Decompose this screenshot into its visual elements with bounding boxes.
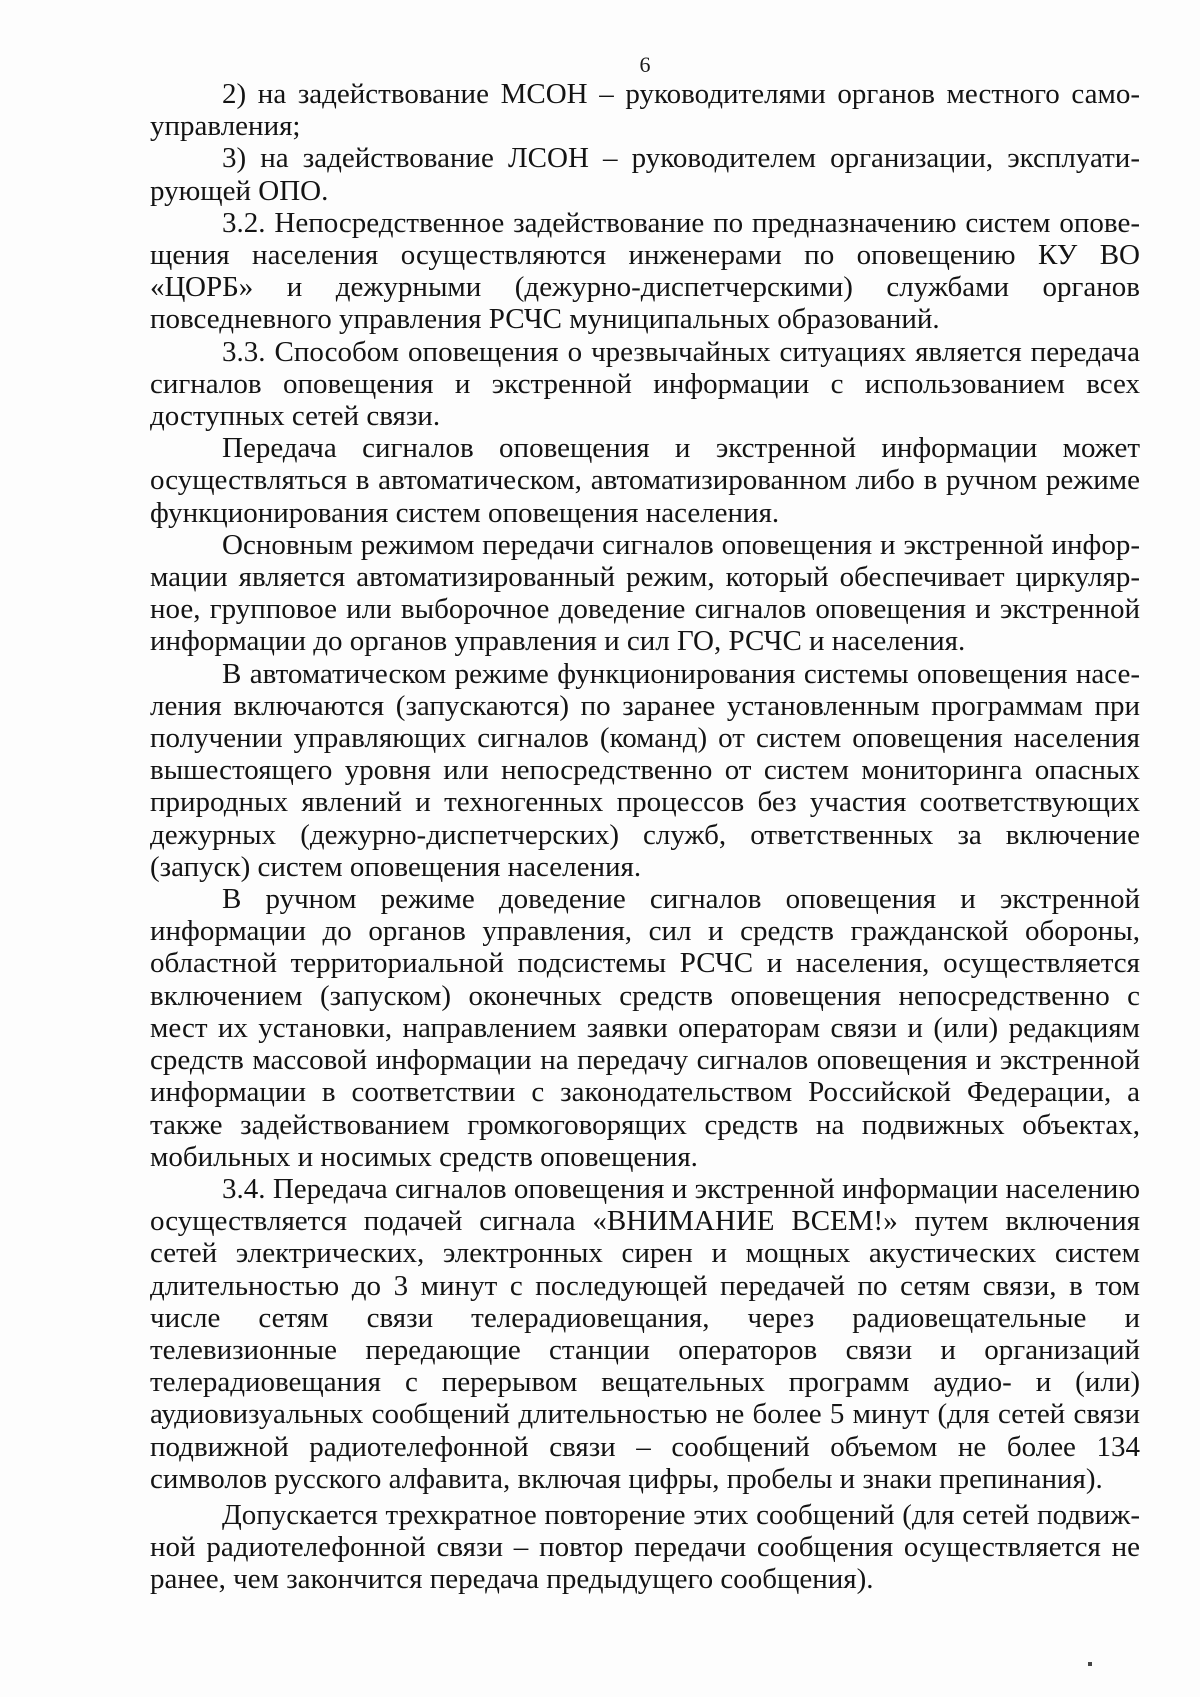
paragraph-automatic-mode: В автоматическом режиме функционирования системы оповещения населения включаются (запускаются) по заранее установленным программам при получении управляющих сигналов (команд) от систем оповещения населения вышестоящего уровня или непосредственно от систем мониторинга опасных природных явлений и техногенных процессов без участия соответствующих дежурных (дежурно-диспетчерских) служб, ответственных за включение (запуск) систем оповещения населения.: [150, 657, 1140, 883]
document-body: [150, 78, 1140, 1596]
paragraph-transmission-modes: Передача сигналов оповещения и экстренной информации может осуществляться в автоматическом, автоматизированном либо в ручном режиме функционирования систем оповещения населения.: [150, 432, 1140, 529]
paragraph-manual-mode: В ручном режиме доведение сигналов оповещения и экстренной информации до органов управления, сил и средств гражданской обороны, областной территориальной подсистемы РСЧС и населения, осуществляется включением (запуском) оконечных средств оповещения непосредственно с мест их установки, направлением заявки операторам связи и (или) редакциям средств массовой информации на передачу сигналов оповещения и экстренной информации в соответствии с законодательством Российской Федерации, а также задействованием громкоговорящих средств на подвижных объектах, мобильных и носимых средств оповещения.: [150, 883, 1140, 1173]
paragraph-repetition: Допускается трехкратное повторение этих сообщений (для сетей подвижной радиотелефонной связи – повтор передачи сообщения осуществляется не ранее, чем закончится передача предыдущего сообщения).: [150, 1498, 1140, 1596]
paragraph-3-3: 3.3. Способом оповещения о чрезвычайных ситуациях является передача сигналов оповещения и экстренной информации с использованием всех доступных сетей связи.: [150, 335, 1140, 433]
paragraph-item-2: 2) на задействование МСОН – руководителями органов местного самоуправления;: [150, 78, 1140, 143]
paragraph-main-mode: Основным режимом передачи сигналов оповещения и экстренной информации является автоматизированный режим, который обеспечивает циркулярное, групповое или выборочное доведение сигналов оповещения и экстренной информации до органов управления и сил ГО, РСЧС и населения.: [150, 528, 1140, 658]
scan-speck: [1088, 1662, 1092, 1666]
paragraph-item-3: 3) на задействование ЛСОН – руководителем организации, эксплуатирующей ОПО.: [150, 142, 1140, 207]
paragraph-3-2: 3.2. Непосредственное задействование по предназначению систем оповещения населения осуществляются инженерами по оповещению КУ ВО «ЦОРБ» и дежурными (дежурно-диспетчерскими) службами органов повседневного управления РСЧС муниципальных образований.: [150, 206, 1140, 336]
paragraph-3-4: 3.4. Передача сигналов оповещения и экстренной информации населению осуществляется подачей сигнала «ВНИМАНИЕ ВСЕМ!» путем включения сетей электрических, электронных сирен и мощных акустических систем длительностью до 3 минут с последующей передачей по сетям связи, в том числе сетям связи телерадиовещания, через радиовещательные и телевизионные передающие станции операторов связи и организаций телерадиовещания с перерывом вещательных программ аудио- и (или) аудиовизуальных сообщений длительностью не более 5 минут (для сетей связи подвижной радиотелефонной связи – сообщений объемом не более 134 символов русского алфавита, включая цифры, пробелы и знаки препинания).: [150, 1172, 1140, 1495]
page-number: 6: [639, 52, 651, 77]
